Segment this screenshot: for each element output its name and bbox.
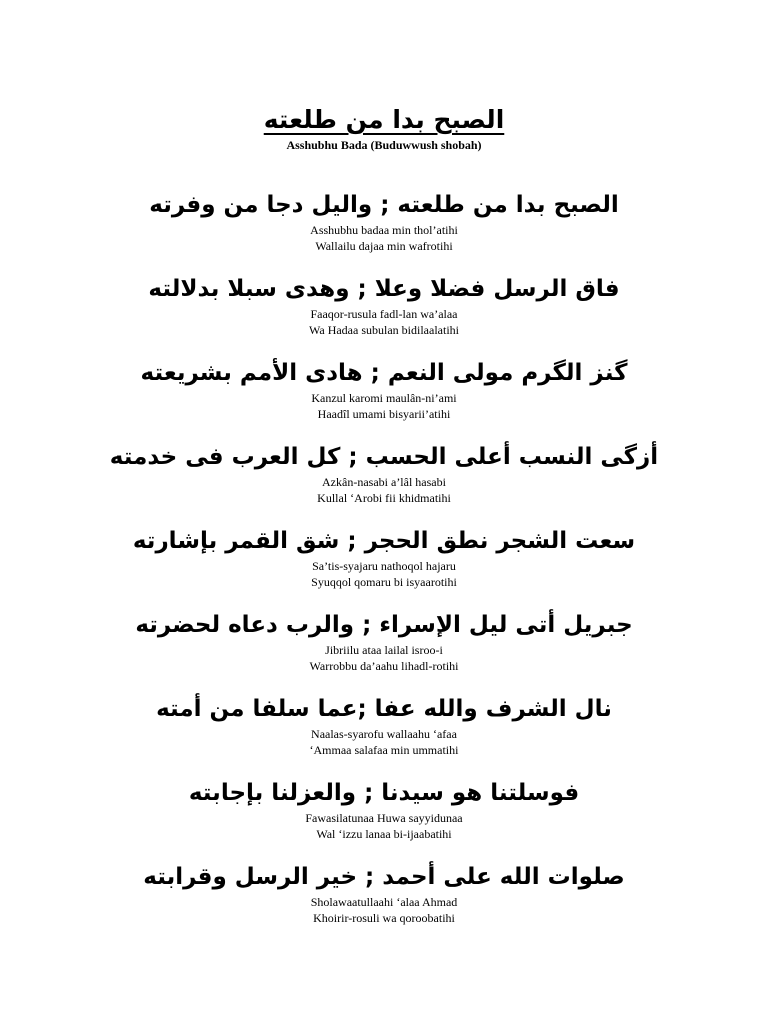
verse-4: [0, 440, 768, 524]
verse-transliteration-1: Sa’tis-syajaru nathoqol hajaru: [312, 559, 456, 573]
verse-arabic: الصبح بدا من طلعته ; والیل دجا من وفرته: [149, 192, 619, 218]
verse-transliteration-1: Azkân-nasabi a’lâl hasabi: [322, 475, 446, 489]
verse-arabic: صلوات الله علی أحمد ; خیر الرسل وقرابته: [143, 864, 625, 890]
verse-transliteration-2: Wallailu dajaa min wafrotihi: [315, 239, 453, 253]
verse-transliteration-2: Haadîl umami bisyarii’atihi: [317, 407, 451, 421]
verse-transliteration-1: Kanzul karomi maulân-ni’ami: [311, 391, 457, 405]
verse-arabic: نال الشرف والله عفا ;عما سلفا من أمته: [156, 696, 612, 722]
verse-transliteration-1: Faaqor-rusula fadl-lan wa’alaa: [310, 307, 458, 321]
verse-3: [0, 356, 768, 440]
verse-transliteration-1: Naalas-syarofu wallaahu ‘afaa: [311, 727, 457, 741]
verse-transliteration-1: Asshubhu badaa min thol’atihi: [310, 223, 458, 237]
title-arabic: الصبح بدا من طلعته: [263, 105, 505, 134]
verse-transliteration-1: Jibriilu ataa lailal isroo-i: [325, 643, 443, 657]
verse-arabic: فوسلتنا هو سیدنا ; والعزلنا بإجابته: [188, 780, 580, 806]
verse-transliteration-2: Wa Hadaa subulan bidilaalatihi: [309, 323, 459, 337]
verse-1: [0, 188, 768, 272]
title-latin: Asshubhu Bada (Buduwwush shobah): [286, 138, 482, 152]
verse-arabic: سعت الشجر نطق الحجر ; شق القمر بإشارته: [132, 528, 636, 554]
verse-2: [0, 272, 768, 356]
verse-transliteration-2: Warrobbu da’aahu lihadl-rotihi: [309, 659, 459, 673]
verse-7: [0, 692, 768, 776]
verse-arabic: أزگی النسب أعلی الحسب ; كل العرب فی خدمته: [109, 444, 659, 470]
verse-arabic: جبریل أتی لیل الإسراء ; والرب دعاه لحضرته: [135, 612, 633, 638]
verse-6: [0, 608, 768, 692]
verse-9: [0, 860, 768, 944]
verse-transliteration-2: Wal ‘izzu lanaa bi-ijaabatihi: [316, 827, 452, 841]
verse-list: [0, 188, 768, 944]
verse-transliteration-1: Fawasilatunaa Huwa sayyidunaa: [305, 811, 463, 825]
verse-arabic: فاق الرسل فضلا وعلا ; وهدى سبلا بدلالته: [148, 276, 620, 302]
verse-transliteration-2: ‘Ammaa salafaa min ummatihi: [309, 743, 459, 757]
title-block: [0, 104, 768, 153]
verse-8: [0, 776, 768, 860]
verse-arabic: گنز الگرم مولی النعم ; هادی الأمم بشریعته: [140, 360, 628, 386]
verse-transliteration-1: Sholawaatullaahi ‘alaa Ahmad: [310, 895, 458, 909]
verse-transliteration-2: Syuqqol qomaru bi isyaarotihi: [311, 575, 457, 589]
verse-transliteration-2: Khoirir-rosuli wa qoroobatihi: [313, 911, 455, 925]
verse-transliteration-2: Kullal ‘Arobi fii khidmatihi: [317, 491, 451, 505]
verse-5: [0, 524, 768, 608]
